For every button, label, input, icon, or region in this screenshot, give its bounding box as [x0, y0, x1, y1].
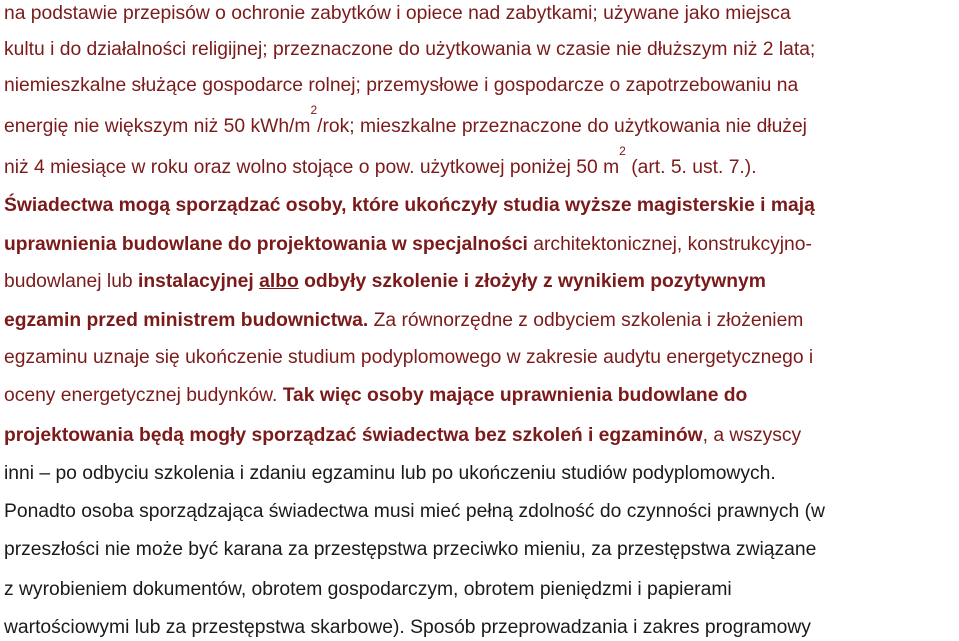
text-segment: niemieszkalne służące gospodarce rolnej; przemysłowe i gospodarcze o zapotrzebowaniu na: [4, 75, 799, 96]
bold-text: egzamin przed ministrem budownictwa.: [4, 310, 369, 331]
text-line-1: [4, 2, 791, 26]
text-line-14: [4, 500, 825, 524]
text-segment: Za równorzędne z odbyciem szkolenia i złożeniem: [368, 310, 804, 331]
text-line-11: [4, 384, 747, 408]
text-segment: architektonicznej, konstrukcyjno-: [527, 234, 812, 255]
text-line-12: [4, 424, 801, 448]
text-line-15: [4, 538, 816, 562]
underlined-bold-text: albo: [259, 271, 299, 292]
text-line-17: [4, 616, 811, 640]
text-segment: energię nie większym niż 50 kWh/m: [4, 116, 311, 137]
text-line-2: [4, 38, 815, 62]
bold-text: uprawnienia budowlane do projektowania w specjalności: [4, 234, 528, 255]
bold-text: instalacyjnej: [138, 271, 254, 292]
bold-text: Tak więc osoby mające uprawnienia budowlane do: [282, 385, 748, 406]
text-line-9: [4, 309, 803, 333]
text-segment: Ponadto osoba sporządzająca świadectwa musi mieć pełną zdolność do czynności prawnych (w: [4, 501, 825, 522]
text-segment: (art. 5. ust. 7.).: [625, 157, 757, 178]
text-line-5: [4, 144, 757, 180]
superscript: 2: [310, 103, 318, 117]
text-segment: , a wszyscy: [702, 425, 802, 446]
bold-text: Świadectwa mogą sporządzać osoby, które ukończyły studia wyższe magisterskie i mają: [4, 195, 815, 216]
text-segment: z wyrobieniem dokumentów, obrotem gospodarczym, obrotem pieniędzmi i papierami: [4, 579, 732, 600]
text-segment: przeszłości nie może być karana za przestępstwa przeciwko mieniu, za przestępstwa związane: [4, 539, 817, 560]
text-segment: inni – po odbyciu szkolenia i zdaniu egzaminu lub po ukończeniu studiów podyplomowych.: [4, 463, 776, 484]
text-line-13: [4, 462, 776, 486]
text-line-7: [4, 233, 812, 257]
text-segment: kultu i do działalności religijnej; przeznaczone do użytkowania w czasie nie dłuższym niż 2 lata;: [4, 39, 816, 60]
text-segment: wartościowymi lub za przestępstwa skarbowe). Sposób przeprowadzania i zakres programowy: [4, 617, 811, 638]
superscript: 2: [619, 144, 626, 158]
text-segment: oceny energetycznej budynków.: [4, 385, 283, 406]
text-segment: budowlanej lub: [4, 271, 138, 292]
text-segment: /rok; mieszkalne przeznaczone do użytkowania nie dłużej: [317, 116, 807, 137]
bold-text: odbyły szkolenie i złożyły z wynikiem pozytywnym: [298, 271, 766, 292]
text-segment: niż 4 miesiące w roku oraz wolno stojące o pow. użytkowej poniżej 50 m: [4, 157, 620, 178]
text-segment: egzaminu uznaje się ukończenie studium podyplomowego w zakresie audytu energetycznego i: [4, 347, 814, 368]
text-line-16: [4, 578, 732, 602]
text-line-3: [4, 74, 798, 98]
bold-text: projektowania będą mogły sporządzać świadectwa bez szkoleń i egzaminów: [4, 425, 703, 446]
text-line-4: [4, 103, 807, 139]
text-line-6: [4, 194, 815, 218]
text-line-8: [4, 270, 766, 294]
text-line-10: [4, 346, 813, 370]
text-segment: na podstawie przepisów o ochronie zabytków i opiece nad zabytkami; używane jako miejsca: [4, 3, 791, 24]
